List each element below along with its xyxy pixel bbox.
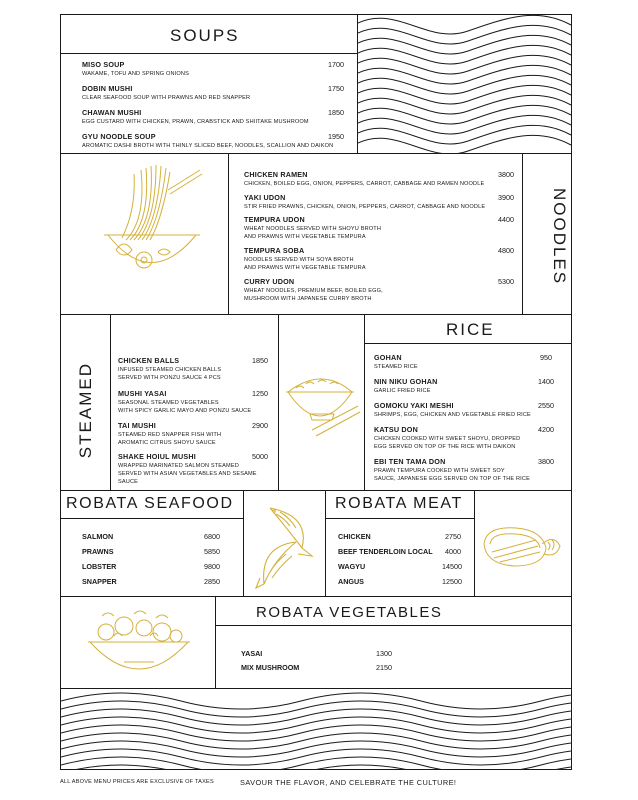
item-price: 1700: [328, 60, 344, 69]
item-price: 4400: [498, 215, 514, 224]
item-desc: SEASONAL STEAMED VEGETABLES WITH SPICY GARLIC MAYO AND PONZU SAUCE: [118, 400, 252, 414]
item-name: SHAKE HOIUL MUSHI: [118, 452, 196, 461]
item-price: 2750: [445, 532, 461, 541]
item-name: GOMOKU YAKI MESHI: [374, 401, 454, 410]
item-desc: CLEAR SEAFOOD SOUP WITH PRAWNS AND RED SNAPPER: [82, 95, 251, 101]
item-price: 4200: [538, 425, 554, 434]
item-desc: WHEAT NOODLES, PREMIUM BEEF, BOILED EGG, MUSHROOM WITH JAPANESE CURRY BROTH: [244, 288, 383, 302]
item-price: 4000: [445, 547, 461, 556]
salad-bowl-icon: [84, 606, 194, 682]
item-name: WAGYU: [338, 562, 366, 571]
menu-item: [82, 84, 332, 102]
item-price: 1850: [328, 108, 344, 117]
item-desc: WAKAME, TOFU AND SPRING ONIONS: [82, 71, 189, 77]
item-name: YAKI UDON: [244, 193, 286, 202]
item-price: 1300: [376, 649, 392, 658]
item-price: 2150: [376, 663, 392, 672]
item-name: CHICKEN BALLS: [118, 356, 180, 365]
footer-tagline: SAVOUR THE FLAVOR, AND CELEBRATE THE CULTURE!: [240, 778, 457, 787]
item-desc: WHEAT NOODLES SERVED WITH SHOYU BROTH AND PRAWNS WITH VEGETABLE TEMPURA: [244, 226, 382, 240]
item-name: MIX MUSHROOM: [241, 663, 300, 672]
item-name: YASAI: [241, 649, 263, 658]
item-price: 1250: [252, 389, 268, 398]
item-name: SALMON: [82, 532, 114, 541]
item-name: TAI MUSHI: [118, 421, 156, 430]
item-name: DOBIN MUSHI: [82, 84, 133, 93]
menu-item: [244, 246, 494, 272]
wave-pattern-top-right: [358, 15, 571, 153]
item-desc: SHRIMPS, EGG, CHICKEN AND VEGETABLE FRIED RICE: [374, 412, 531, 418]
soups-title: SOUPS: [170, 26, 240, 45]
item-name: KATSU DON: [374, 425, 418, 434]
item-price: 12500: [442, 577, 462, 586]
item-price: 3800: [498, 170, 514, 179]
wave-pattern-bottom: [61, 689, 571, 769]
menu-item: [244, 170, 494, 188]
item-price: 1950: [328, 132, 344, 141]
item-desc: EGG CUSTARD WITH CHICKEN, PRAWN, CRABSTICK AND SHIITAKE MUSHROOM: [82, 119, 309, 125]
item-desc: PRAWN TEMPURA COOKED WITH SWEET SOY SAUCE, JAPANESE EGG SERVED ON TOP OF THE RICE: [374, 468, 530, 482]
item-price: 5300: [498, 277, 514, 286]
robata-meat-title: ROBATA MEAT: [335, 495, 463, 512]
item-name: MISO SOUP: [82, 60, 125, 69]
item-price: 4800: [498, 246, 514, 255]
robata-vegetables-title: ROBATA VEGETABLES: [256, 604, 443, 621]
item-desc: INFUSED STEAMED CHICKEN BALLS SERVED WITH PONZU SAUCE 4 PCS: [118, 367, 222, 381]
item-name: TEMPURA UDON: [244, 215, 305, 224]
item-name: CHICKEN: [338, 532, 371, 541]
item-price: 1400: [538, 377, 554, 386]
item-name: CHAWAN MUSHI: [82, 108, 142, 117]
item-desc: STEAMED RICE: [374, 364, 418, 370]
steamed-title: STEAMED: [76, 362, 95, 459]
item-name: CURRY UDON: [244, 277, 295, 286]
item-name: LOBSTER: [82, 562, 117, 571]
item-name: CHICKEN RAMEN: [244, 170, 308, 179]
item-price: 5000: [252, 452, 268, 461]
menu-item: [244, 277, 494, 303]
menu-item: [82, 60, 332, 78]
item-price: 14500: [442, 562, 462, 571]
item-price: 1850: [252, 356, 268, 365]
item-name: EBI TEN TAMA DON: [374, 457, 446, 466]
item-price: 2900: [252, 421, 268, 430]
item-name: MUSHI YASAI: [118, 389, 167, 398]
item-price: 6800: [204, 532, 220, 541]
footer-note: ALL ABOVE MENU PRICES ARE EXCLUSIVE OF TAXES: [60, 779, 214, 785]
robata-seafood-title: ROBATA SEAFOOD: [66, 495, 234, 512]
steak-icon: [480, 522, 566, 572]
item-price: 5850: [204, 547, 220, 556]
item-desc: AROMATIC DASHI BROTH WITH THINLY SLICED BEEF, NOODLES, SCALLION AND DAIKON: [82, 143, 334, 149]
item-price: 1750: [328, 84, 344, 93]
item-name: PRAWNS: [82, 547, 114, 556]
item-desc: NOODLES SERVED WITH SOYA BROTH AND PRAWNS WITH VEGETABLE TEMPURA: [244, 257, 366, 271]
item-price: 3800: [538, 457, 554, 466]
fish-icon: [250, 502, 322, 590]
item-desc: STEAMED RED SNAPPER FISH WITH AROMATIC CITRUS SHOYU SAUCE: [118, 432, 222, 446]
item-price: 2850: [204, 577, 220, 586]
menu-item: [82, 108, 332, 126]
item-desc: WRAPPED MARINATED SALMON STEAMED SERVED WITH ASIAN VEGETABLES AND SESAME SAUCE: [118, 463, 257, 485]
ramen-bowl-icon: [96, 160, 206, 285]
item-desc: CHICKEN COOKED WITH SWEET SHOYU, DROPPED EGG SERVED ON TOP OF THE RICE WITH DAIKON: [374, 436, 521, 450]
item-name: NIN NIKU GOHAN: [374, 377, 438, 386]
item-price: 3900: [498, 193, 514, 202]
rice-title: RICE: [446, 320, 495, 339]
item-desc: GARLIC FRIED RICE: [374, 388, 431, 394]
item-name: ANGUS: [338, 577, 364, 586]
item-name: GYU NOODLE SOUP: [82, 132, 156, 141]
item-desc: CHICKEN, BOILED EGG, ONION, PEPPERS, CARROT, CABBAGE AND RAMEN NOODLE: [244, 181, 485, 187]
rice-bowl-icon: [282, 370, 362, 445]
item-price: 2550: [538, 401, 554, 410]
item-name: SNAPPER: [82, 577, 117, 586]
menu-item: [244, 215, 494, 241]
item-name: BEEF TENDERLOIN LOCAL: [338, 547, 433, 556]
item-desc: STIR FRIED PRAWNS, CHICKEN, ONION, PEPPERS, CARROT, CABBAGE AND NOODLE: [244, 204, 486, 210]
menu-item: [244, 193, 494, 211]
item-price: 9800: [204, 562, 220, 571]
item-price: 950: [540, 353, 552, 362]
noodles-title: NOODLES: [550, 188, 569, 286]
item-name: TEMPURA SOBA: [244, 246, 305, 255]
item-name: GOHAN: [374, 353, 402, 362]
